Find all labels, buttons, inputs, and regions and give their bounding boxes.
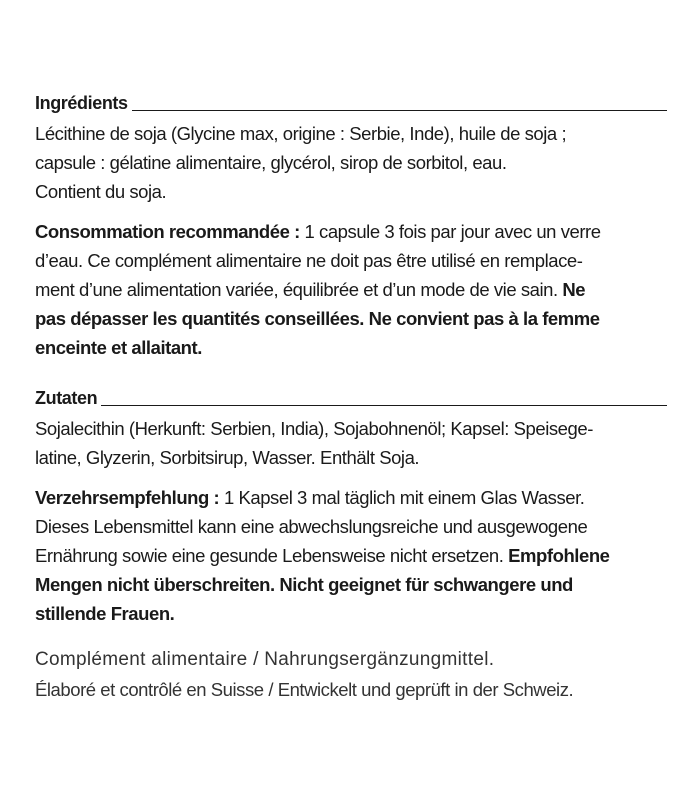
de-usage-text	[35, 483, 667, 628]
text-line: Lécithine de soja (Glycine max, origine : Serbie, Inde), huile de soja ;	[35, 123, 567, 144]
fr-usage-text	[35, 217, 667, 362]
fr-usage-label: Consommation recommandée :	[35, 221, 300, 242]
text-segment: 1 Kapsel 3 mal täglich mit einem Glas Wasser.	[219, 487, 585, 508]
warning-text: Empfohlene	[508, 545, 610, 566]
text-segment: 1 capsule 3 fois par jour avec un verre	[299, 221, 601, 242]
fr-ingredients-section	[35, 93, 667, 206]
warning-text: Ne	[562, 279, 586, 300]
text-line: Contient du soja.	[35, 181, 167, 202]
de-ingredients-heading: Zutaten	[35, 388, 98, 408]
warning-text: Mengen nicht überschreiten. Nicht geeignet für schwangere und	[35, 574, 573, 595]
fr-ingredients-text	[35, 119, 667, 206]
fr-ingredients-heading-row	[35, 93, 667, 113]
footer-supplement-line: Complément alimentaire / Nahrungsergänzungmittel.	[35, 649, 495, 670]
text-line	[35, 275, 667, 304]
fr-ingredients-heading: Ingrédients	[35, 93, 128, 113]
warning-text: pas dépasser les quantités conseillées. Ne convient pas à la femme	[35, 308, 600, 329]
text-line	[35, 217, 667, 246]
text-line	[35, 541, 667, 570]
footer-section	[35, 645, 667, 705]
de-ingredients-text	[35, 414, 667, 472]
text-line: Sojalecithin (Herkunft: Serbien, India), Sojabohnenöl; Kapsel: Speisege-	[35, 418, 593, 439]
warning-text: enceinte et allaitant.	[35, 337, 202, 358]
text-line: capsule : gélatine alimentaire, glycérol, sirop de sorbitol, eau.	[35, 152, 507, 173]
footer-origin-line: Élaboré et contrôlé en Suisse / Entwickelt und geprüft in der Schweiz.	[35, 679, 574, 700]
text-segment: ment d’une alimentation variée, équilibrée et d’un mode de vie sain.	[35, 279, 563, 300]
text-line: latine, Glyzerin, Sorbitsirup, Wasser. Enthält Soja.	[35, 447, 420, 468]
de-ingredients-section	[35, 388, 667, 472]
fr-usage-section	[35, 217, 667, 362]
de-usage-label: Verzehrsempfehlung :	[35, 487, 220, 508]
heading-rule	[132, 110, 667, 111]
warning-text: stillende Frauen.	[35, 603, 175, 624]
de-ingredients-heading-row	[35, 388, 667, 408]
text-line: Dieses Lebensmittel kann eine abwechslungsreiche und ausgewogene	[35, 516, 588, 537]
text-line	[35, 483, 667, 512]
text-line: d’eau. Ce complément alimentaire ne doit pas être utilisé en remplace-	[35, 250, 583, 271]
de-usage-section	[35, 483, 667, 628]
heading-rule	[101, 405, 667, 406]
text-segment: Ernährung sowie eine gesunde Lebensweise nicht ersetzen.	[35, 545, 509, 566]
